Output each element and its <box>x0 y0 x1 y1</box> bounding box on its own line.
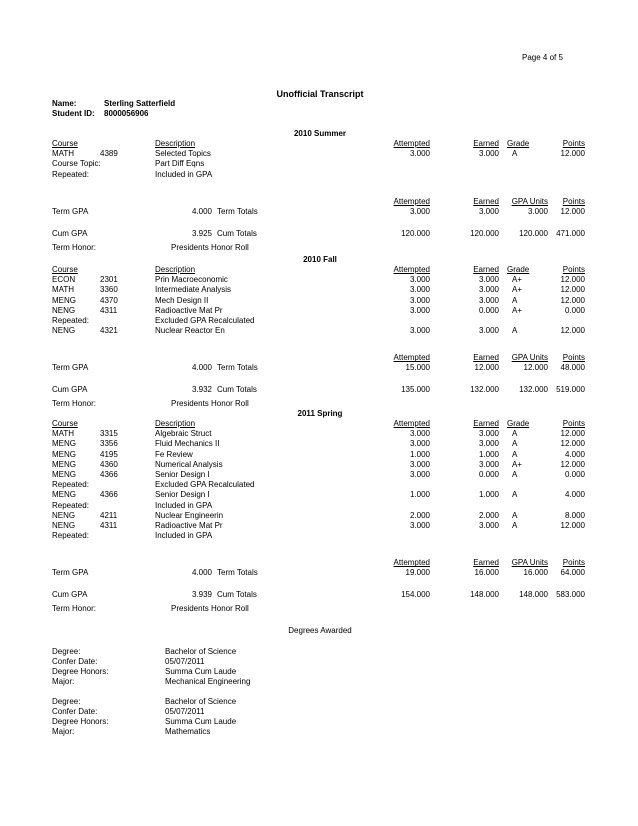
degree-honors-value: Summa Cum Laude <box>165 667 237 676</box>
course-number: 4366 <box>100 490 118 500</box>
page-number: Page 4 of 5 <box>522 53 563 62</box>
course-subject: NENG <box>52 510 76 520</box>
cum-attempted: 135.000 <box>401 385 430 395</box>
term-gpa-units: 16.000 <box>523 568 548 578</box>
course-description: Excluded GPA Recalculated <box>155 480 255 490</box>
totals-header-earned: Earned <box>473 196 499 206</box>
term-honor-value: Presidents Honor Roll <box>171 604 249 614</box>
course-attempted: 3.000 <box>409 275 430 285</box>
degree-confer-label: Confer Date: <box>52 657 98 666</box>
degree-honors-label: Degree Honors: <box>52 667 109 676</box>
course-subject: NENG <box>52 326 76 336</box>
cum-totals-label: Cum Totals <box>217 590 257 600</box>
term-gpa-units: 12.000 <box>523 363 548 373</box>
totals-header-points: Points <box>562 353 585 363</box>
degree-honors-label: Degree Honors: <box>52 717 109 726</box>
col-header-points: Points <box>562 419 585 428</box>
course-description: Mech Design II <box>155 295 209 305</box>
student-name: Sterling Satterfield <box>104 99 176 108</box>
degree-honors-value: Summa Cum Laude <box>165 717 237 726</box>
course-points: 12.000 <box>560 149 585 159</box>
degree-confer-label: Confer Date: <box>52 707 98 716</box>
course-earned: 0.000 <box>478 305 499 315</box>
cum-gpa-value: 3.932 <box>191 385 212 395</box>
cum-earned: 120.000 <box>470 228 499 238</box>
cum-gpa-units: 132.000 <box>519 385 548 395</box>
col-header-course: Course <box>52 139 78 148</box>
term-gpa-value: 4.000 <box>191 568 212 578</box>
term-honor-value: Presidents Honor Roll <box>171 399 249 409</box>
course-earned: 2.000 <box>478 510 499 520</box>
course-points: 8.000 <box>564 510 585 520</box>
course-attempted: 3.000 <box>409 285 430 295</box>
course-grade: A <box>512 439 518 449</box>
col-header-course: Course <box>52 419 78 428</box>
cum-totals-label: Cum Totals <box>217 385 257 395</box>
course-points: 4.000 <box>564 490 585 500</box>
course-grade: A <box>512 470 518 479</box>
cum-points: 583.000 <box>556 590 585 600</box>
course-description: Senior Design I <box>155 490 210 500</box>
course-points: 12.000 <box>560 285 585 295</box>
col-header-attempted: Attempted <box>393 139 430 148</box>
course-attempted: 3.000 <box>409 521 430 530</box>
col-header-grade: Grade <box>507 419 530 428</box>
col-header-description: Description <box>155 139 196 148</box>
cum-gpa-units: 148.000 <box>519 590 548 600</box>
totals-header-earned: Earned <box>473 353 499 363</box>
course-number: 3315 <box>100 429 118 439</box>
term-points: 64.000 <box>560 568 585 578</box>
course-attempted: 3.000 <box>409 429 430 439</box>
course-number: 4389 <box>100 149 118 159</box>
term-gpa-value: 4.000 <box>191 363 212 373</box>
course-subject: MENG <box>52 439 76 449</box>
course-description: Included in GPA <box>155 169 213 179</box>
term-earned: 16.000 <box>474 568 499 578</box>
course-grade: A <box>512 295 518 305</box>
course-description: Senior Design I <box>155 470 210 479</box>
course-attempted: 3.000 <box>409 295 430 305</box>
course-points: 12.000 <box>560 429 585 439</box>
course-earned: 3.000 <box>478 439 499 449</box>
course-number: 4370 <box>100 295 118 305</box>
degree-major-value: Mechanical Engineering <box>165 677 251 686</box>
course-attempted: 2.000 <box>409 510 430 520</box>
cum-gpa-label: Cum GPA <box>52 590 88 600</box>
student-id-label: Student ID: <box>52 109 95 118</box>
course-subject: NENG <box>52 305 76 315</box>
term-totals-label: Term Totals <box>217 568 258 578</box>
course-grade: A+ <box>512 459 523 469</box>
course-attempted: 3.000 <box>409 149 430 159</box>
course-points: 12.000 <box>560 521 585 530</box>
totals-header-points: Points <box>562 558 585 568</box>
cum-gpa-units: 120.000 <box>519 228 548 238</box>
course-grade: A <box>512 449 518 459</box>
course-earned: 1.000 <box>478 490 499 500</box>
course-description: Radioactive Mat Pr <box>155 305 223 315</box>
course-description: Selected Topics <box>155 149 211 159</box>
course-subject: Repeated: <box>52 480 89 490</box>
course-earned: 3.000 <box>478 326 499 336</box>
course-earned: 3.000 <box>478 429 499 439</box>
course-grade: A <box>512 429 518 439</box>
term-gpa-label: Term GPA <box>52 206 89 216</box>
term-attempted: 19.000 <box>405 568 430 578</box>
term-name: 2011 Spring <box>297 409 343 418</box>
col-header-earned: Earned <box>473 265 499 274</box>
degree-major-label: Major: <box>52 727 75 736</box>
course-description: Included in GPA <box>155 500 213 510</box>
course-grade: A+ <box>512 275 523 285</box>
course-description: Nuclear Engineerin <box>155 510 224 520</box>
course-description: Fe Review <box>155 449 193 459</box>
course-subject: ECON <box>52 275 76 285</box>
totals-header-attempted: Attempted <box>393 353 430 363</box>
course-number: 4211 <box>100 510 118 520</box>
degree-confer-value: 05/07/2011 <box>165 707 205 716</box>
course-description: Prin Macroeconomic <box>155 275 228 285</box>
cum-earned: 148.000 <box>470 590 499 600</box>
term-attempted: 3.000 <box>409 206 430 216</box>
term-honor-label: Term Honor: <box>52 399 97 409</box>
course-subject: Repeated: <box>52 531 89 541</box>
course-description: Algebraic Struct <box>155 429 212 439</box>
course-subject: Repeated: <box>52 169 89 179</box>
cum-attempted: 154.000 <box>401 590 430 600</box>
term-points: 12.000 <box>560 206 585 216</box>
totals-header-attempted: Attempted <box>393 196 430 206</box>
degree-confer-value: 05/07/2011 <box>165 657 205 666</box>
course-subject: MENG <box>52 490 76 500</box>
term-honor-label: Term Honor: <box>52 604 97 614</box>
course-earned: 3.000 <box>478 521 499 530</box>
course-grade: A+ <box>512 305 523 315</box>
course-subject: MENG <box>52 295 76 305</box>
cum-gpa-value: 3.939 <box>191 590 212 600</box>
col-header-description: Description <box>155 419 196 428</box>
degree-major-label: Major: <box>52 677 75 686</box>
course-description: Part Diff Eqns <box>155 159 205 169</box>
term-earned: 12.000 <box>474 363 499 373</box>
course-earned: 3.000 <box>478 275 499 285</box>
course-description: Numerical Analysis <box>155 459 223 469</box>
course-points: 0.000 <box>564 470 585 479</box>
course-subject: MENG <box>52 449 76 459</box>
course-description: Excluded GPA Recalculated <box>155 316 255 325</box>
course-earned: 3.000 <box>478 285 499 295</box>
cum-totals-label: Cum Totals <box>217 228 257 238</box>
course-number: 4195 <box>100 449 118 459</box>
term-gpa-label: Term GPA <box>52 363 89 373</box>
course-attempted: 1.000 <box>409 490 430 500</box>
col-header-earned: Earned <box>473 139 499 148</box>
course-description: Intermediate Analysis <box>155 285 232 295</box>
course-subject: MATH <box>52 149 75 159</box>
term-name: 2010 Fall <box>303 255 337 264</box>
course-subject: MENG <box>52 470 76 479</box>
course-subject: Repeated: <box>52 316 89 325</box>
cum-points: 519.000 <box>556 385 585 395</box>
term-points: 48.000 <box>560 363 585 373</box>
cum-gpa-label: Cum GPA <box>52 228 88 238</box>
course-number: 4360 <box>100 459 118 469</box>
course-subject: MATH <box>52 429 75 439</box>
course-attempted: 3.000 <box>409 326 430 336</box>
course-number: 4366 <box>100 470 118 479</box>
course-number: 4311 <box>100 521 118 530</box>
student-name-label: Name: <box>52 99 77 108</box>
totals-header-earned: Earned <box>473 558 499 568</box>
course-points: 4.000 <box>564 449 585 459</box>
totals-header-gpa-units: GPA Units <box>511 196 548 206</box>
course-subject: Course Topic: <box>52 159 101 169</box>
course-grade: A <box>512 490 518 500</box>
col-header-course: Course <box>52 265 78 274</box>
course-attempted: 3.000 <box>409 470 430 479</box>
degree-degree-label: Degree: <box>52 697 81 706</box>
term-gpa-units: 3.000 <box>527 206 548 216</box>
totals-header-attempted: Attempted <box>393 558 430 568</box>
course-number: 4321 <box>100 326 118 336</box>
term-gpa-value: 4.000 <box>191 206 212 216</box>
course-attempted: 3.000 <box>409 439 430 449</box>
cum-attempted: 120.000 <box>401 228 430 238</box>
course-earned: 1.000 <box>478 449 499 459</box>
degree-degree-label: Degree: <box>52 647 81 656</box>
course-grade: A+ <box>512 285 523 295</box>
course-points: 12.000 <box>560 459 585 469</box>
term-earned: 3.000 <box>478 206 499 216</box>
col-header-earned: Earned <box>473 419 499 428</box>
cum-points: 471.000 <box>556 228 585 238</box>
degree-degree-value: Bachelor of Science <box>165 647 237 656</box>
term-honor-value: Presidents Honor Roll <box>171 242 249 252</box>
course-points: 12.000 <box>560 439 585 449</box>
course-grade: A <box>512 326 518 336</box>
degree-major-value: Mathematics <box>165 727 211 736</box>
course-subject: NENG <box>52 521 76 530</box>
course-description: Fluid Mechanics II <box>155 439 220 449</box>
course-attempted: 1.000 <box>409 449 430 459</box>
course-attempted: 3.000 <box>409 459 430 469</box>
transcript-title: Unofficial Transcript <box>276 89 364 99</box>
course-attempted: 3.000 <box>409 305 430 315</box>
term-name: 2010 Summer <box>293 129 347 138</box>
col-header-points: Points <box>562 139 585 148</box>
col-header-description: Description <box>155 265 196 274</box>
course-number: 4311 <box>100 305 118 315</box>
course-grade: A <box>512 521 518 530</box>
term-gpa-label: Term GPA <box>52 568 89 578</box>
course-number: 3356 <box>100 439 118 449</box>
totals-header-gpa-units: GPA Units <box>511 558 548 568</box>
totals-header-gpa-units: GPA Units <box>511 353 548 363</box>
student-id: 8000056906 <box>104 109 149 118</box>
col-header-attempted: Attempted <box>393 265 430 274</box>
course-grade: A <box>512 510 518 520</box>
totals-header-points: Points <box>562 196 585 206</box>
cum-earned: 132.000 <box>470 385 499 395</box>
col-header-attempted: Attempted <box>393 419 430 428</box>
col-header-grade: Grade <box>507 139 530 148</box>
degrees-title: Degrees Awarded <box>288 626 352 635</box>
cum-gpa-value: 3.925 <box>191 228 212 238</box>
term-totals-label: Term Totals <box>217 206 258 216</box>
col-header-grade: Grade <box>507 265 530 274</box>
course-grade: A <box>512 149 518 159</box>
degree-degree-value: Bachelor of Science <box>165 697 237 706</box>
course-earned: 3.000 <box>478 149 499 159</box>
course-description: Radioactive Mat Pr <box>155 521 223 530</box>
term-totals-label: Term Totals <box>217 363 258 373</box>
course-number: 2301 <box>100 275 118 285</box>
course-points: 12.000 <box>560 326 585 336</box>
course-subject: Repeated: <box>52 500 89 510</box>
course-points: 12.000 <box>560 295 585 305</box>
course-number: 3360 <box>100 285 118 295</box>
course-description: Nuclear Reactor En <box>155 326 225 336</box>
col-header-points: Points <box>562 265 585 274</box>
course-subject: MATH <box>52 285 75 295</box>
term-attempted: 15.000 <box>405 363 430 373</box>
course-subject: MENG <box>52 459 76 469</box>
course-earned: 3.000 <box>478 295 499 305</box>
course-description: Included in GPA <box>155 531 213 541</box>
course-points: 12.000 <box>560 275 585 285</box>
term-honor-label: Term Honor: <box>52 242 97 252</box>
course-points: 0.000 <box>564 305 585 315</box>
course-earned: 3.000 <box>478 459 499 469</box>
cum-gpa-label: Cum GPA <box>52 385 88 395</box>
course-earned: 0.000 <box>478 470 499 479</box>
